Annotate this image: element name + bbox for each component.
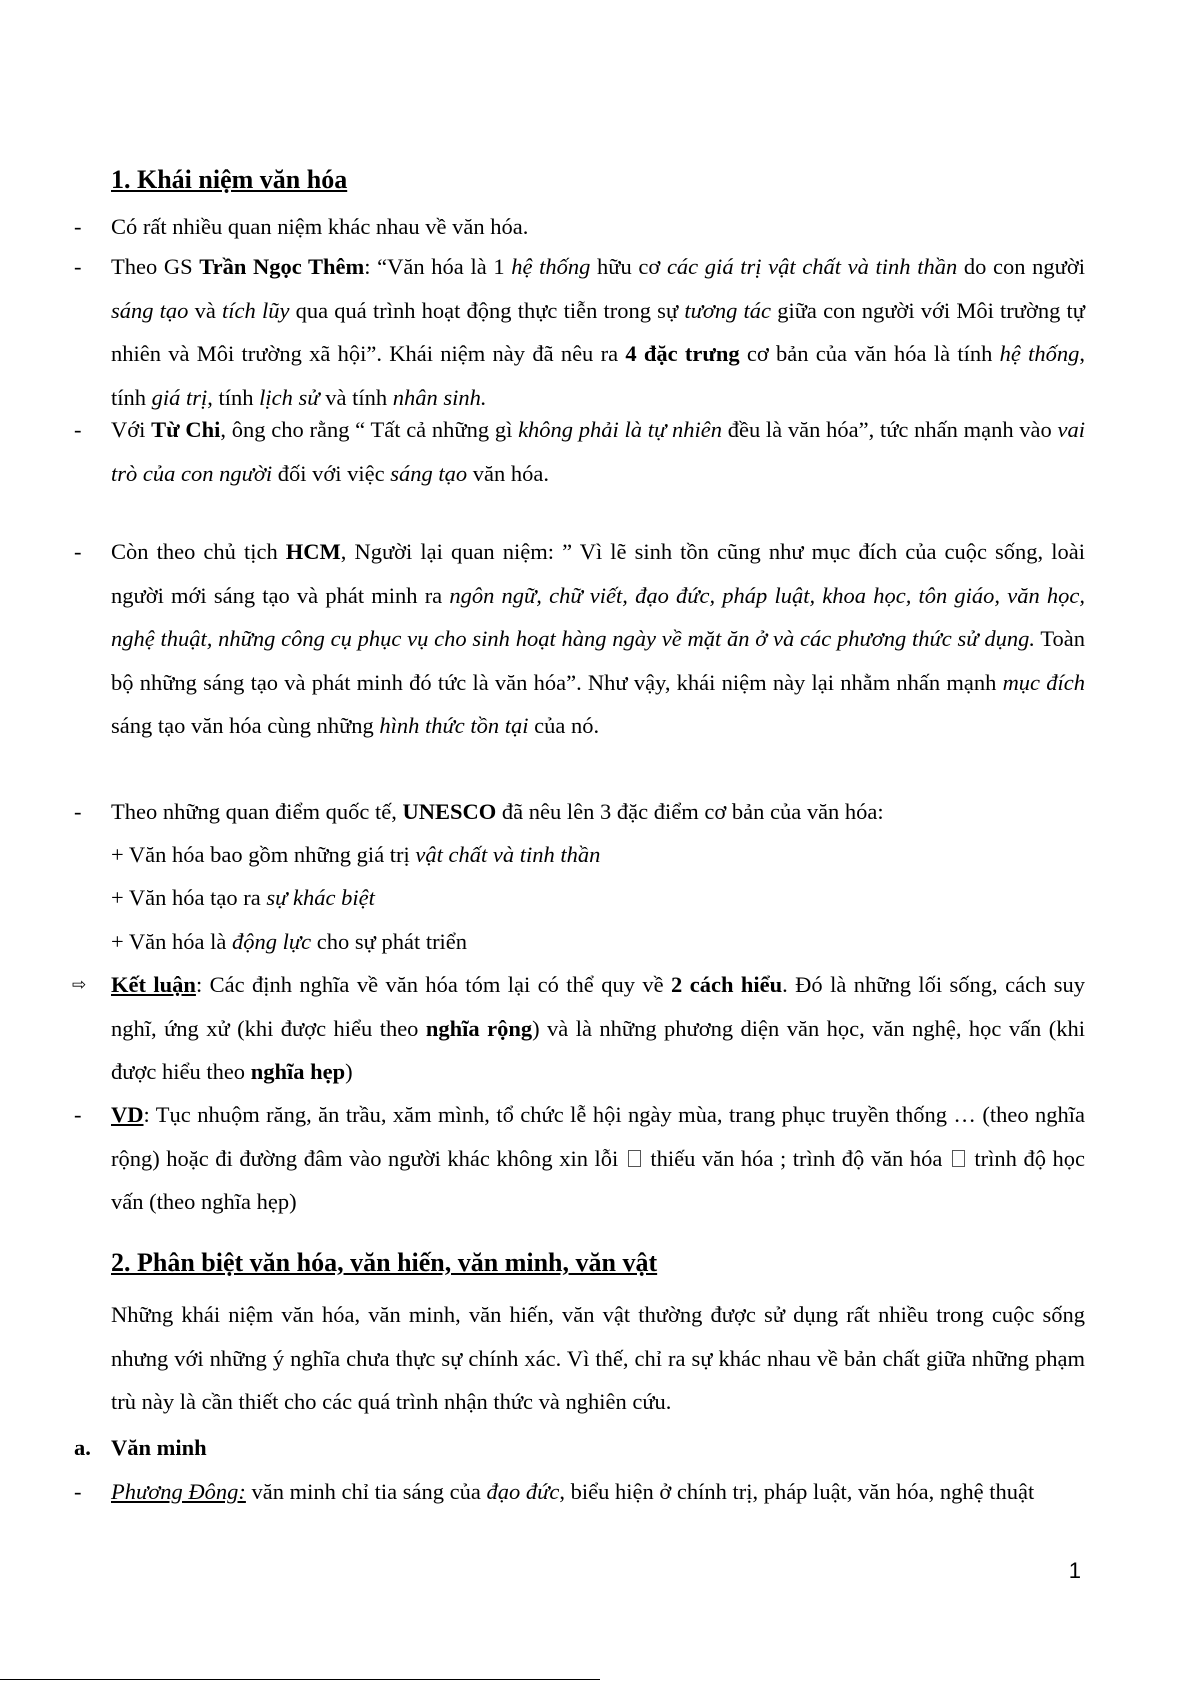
paragraph-bullet-1: Có rất nhiều quan niệm khác nhau về văn hóa. — [111, 214, 529, 239]
paragraph-tu-chi: Với Từ Chi, ông cho rằng “ Tất cả những gì không phải là tự nhiên đều là văn hóa”, tức nhấn mạnh vào vai trò của con người đối với việc sáng tạo văn hóa. — [111, 417, 1086, 486]
bullet-dash: - — [74, 417, 82, 442]
subsection-marker: a. — [74, 1435, 91, 1460]
footer-divider — [0, 1679, 600, 1680]
paragraph-hcm: Còn theo chủ tịch HCM, Người lại quan niệm: ” Vì lẽ sinh tồn cũng như mục đích của cuộc sống, loài người mới sáng tạo và phát minh ra ngôn ngữ, chữ viết, đạo đức, pháp luật, khoa học, tôn giáo, văn học, nghệ thuật, những công cụ phục vụ cho sinh hoạt hàng ngày về mặt ăn ở và các phương thức sử dụng. Toàn bộ những sáng tạo và phát minh đó tức là văn hóa”. Như vậy, khái niệm này lại nhằm nhấn mạnh mục đích sáng tạo văn hóa cùng những hình thức tồn tại của nó. — [111, 539, 1086, 739]
bullet-dash: - — [74, 1102, 82, 1127]
section-1-heading: 1. Khái niệm văn hóa — [111, 165, 348, 194]
plus-item-1: + Văn hóa bao gồm những giá trị vật chất và tinh thần — [111, 842, 601, 867]
plus-item-3: + Văn hóa là động lực cho sự phát triển — [111, 929, 468, 954]
paragraph-tran-ngoc-them: Theo GS Trần Ngọc Thêm: “Văn hóa là 1 hệ thống hữu cơ các giá trị vật chất và tinh thần do con người sáng tạo và tích lũy qua quá trình hoạt động thực tiễn trong sự tương tác giữa con người với Môi trường tự nhiên và Môi trường xã hội”. Khái niệm này đã nêu ra 4 đặc trưng cơ bản của văn hóa là tính hệ thống, tính giá trị, tính lịch sử và tính nhân sinh. — [111, 254, 1085, 410]
section-2-heading: 2. Phân biệt văn hóa, văn hiến, văn minh, văn vật — [111, 1248, 658, 1277]
bullet-dash: - — [74, 214, 82, 239]
paragraph-example: VD: Tục nhuộm răng, ăn trầu, xăm mình, tổ chức lễ hội ngày mùa, trang phục truyền thống … (theo nghĩa rộng) hoặc đi đường đâm vào người khác không xin lỗi thiếu văn hóa ; trình độ văn hóa trình độ học vấn (theo nghĩa hẹp) — [111, 1102, 1085, 1215]
missing-glyph-icon — [952, 1150, 965, 1167]
paragraph-conclusion: Kết luận: Các định nghĩa về văn hóa tóm lại có thể quy về 2 cách hiểu. Đó là những lối sống, cách suy nghĩ, ứng xử (khi được hiểu theo nghĩa rộng) và là những phương diện văn học, văn nghệ, học vấn (khi được hiểu theo nghĩa hẹp) — [111, 972, 1085, 1085]
bullet-dash: - — [74, 254, 82, 279]
page-number: 1 — [1068, 1558, 1081, 1583]
paragraph-section-2-intro: Những khái niệm văn hóa, văn minh, văn hiến, văn vật thường được sử dụng rất nhiều trong cuộc sống nhưng với những ý nghĩa chưa thực sự chính xác. Vì thế, chỉ ra sự khác nhau về bản chất giữa những phạm trù này là cần thiết cho các quá trình nhận thức và nghiên cứu. — [111, 1302, 1085, 1415]
paragraph-phuong-dong: Phương Đông: văn minh chỉ tia sáng của đạo đức, biểu hiện ở chính trị, pháp luật, văn hóa, nghệ thuật — [111, 1479, 1035, 1504]
missing-glyph-icon — [628, 1150, 641, 1167]
bullet-dash: - — [74, 799, 82, 824]
author-name: Trần Ngọc Thêm — [199, 254, 365, 279]
bullet-dash: - — [74, 539, 82, 564]
subsection-a-title: Văn minh — [111, 1435, 207, 1460]
paragraph-unesco: Theo những quan điểm quốc tế, UNESCO đã nêu lên 3 đặc điểm cơ bản của văn hóa: — [111, 799, 884, 824]
arrow-right-icon: ⇨ — [72, 975, 87, 994]
plus-item-2: + Văn hóa tạo ra sự khác biệt — [111, 885, 375, 910]
author-name: Từ Chi — [151, 417, 221, 442]
bullet-dash: - — [74, 1479, 82, 1504]
author-name: HCM — [285, 539, 341, 564]
organization-name: UNESCO — [402, 799, 497, 824]
